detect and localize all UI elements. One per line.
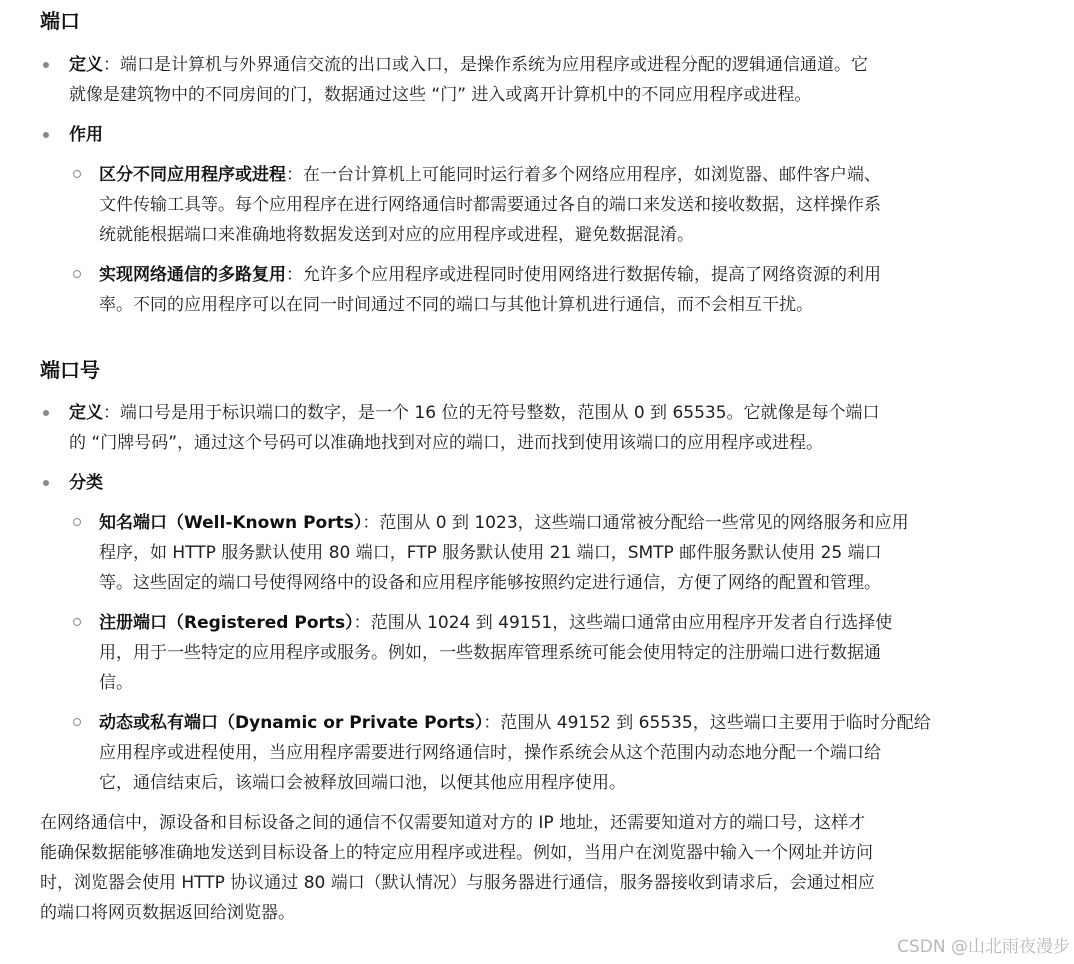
summary-line2: 能确保数据能够准确地发送到目标设备上的特定应用程序或进程。例如，当用户在浏览器中输入一个网址并访问 bbox=[40, 843, 873, 863]
sub2-text-line1: ：允许多个应用程序或进程同时使用网络进行数据传输，提高了网络资源的利用 bbox=[286, 265, 881, 285]
list-item-well-known-ports bbox=[99, 508, 1029, 598]
bullet-dot bbox=[43, 132, 49, 138]
sub1-text-line3: 统就能根据端口来准确地将数据发送到对应的应用程序或进程，避免数据混淆。 bbox=[99, 225, 694, 245]
label-definition: 定义 bbox=[69, 403, 103, 423]
watermark: CSDN @山北雨夜漫步 bbox=[897, 937, 1070, 957]
list-item-multiplexing bbox=[99, 260, 1029, 320]
label-definition: 定义 bbox=[69, 55, 103, 75]
bullet-circle bbox=[73, 170, 81, 178]
sub1-text-line2: 文件传输工具等。每个应用程序在进行网络通信时都需要通过各自的端口来发送和接收数据，这样操作系 bbox=[99, 195, 881, 215]
sub1-text-line1: ：在一台计算机上可能同时运行着多个网络应用程序，如浏览器、邮件客户端、 bbox=[286, 165, 881, 185]
cat3-line1: ：范围从 49152 到 65535，这些端口主要用于临时分配给 bbox=[483, 713, 931, 733]
cat1-line3: 等。这些固定的端口号使得网络中的设备和应用程序能够按照约定进行通信，方便了网络的配置和管理。 bbox=[99, 573, 881, 593]
portno-def-line1: ：端口号是用于标识端口的数字，是一个 16 位的无符号整数，范围从 0 到 65535。它就像是每个端口 bbox=[103, 403, 880, 423]
sub2-text-line2: 率。不同的应用程序可以在同一时间通过不同的端口与其他计算机进行通信，而不会相互干扰。 bbox=[99, 295, 813, 315]
bullet-dot bbox=[43, 410, 49, 416]
label-distinguish: 区分不同应用程序或进程 bbox=[99, 165, 286, 185]
section-title-port-number: 端口号 bbox=[40, 358, 100, 382]
definition-text-line2: 就像是建筑物中的不同房间的门，数据通过这些 “门” 进入或离开计算机中的不同应用程序或进程。 bbox=[69, 85, 812, 105]
list-item-registered-ports bbox=[99, 608, 1029, 698]
bullet-circle bbox=[73, 270, 81, 278]
bullet-circle bbox=[73, 618, 81, 626]
list-item-distinguish-apps bbox=[99, 160, 1029, 250]
bullet-dot bbox=[43, 480, 49, 486]
list-item-port-function bbox=[69, 120, 103, 150]
section-title-port: 端口 bbox=[40, 9, 80, 33]
summary-paragraph bbox=[40, 808, 1025, 928]
cat1-line2: 程序，如 HTTP 服务默认使用 80 端口，FTP 服务默认使用 21 端口，SMTP 邮件服务默认使用 25 端口 bbox=[99, 543, 882, 563]
list-item-portno-category bbox=[69, 468, 103, 498]
summary-line4: 的端口将网页数据返回给浏览器。 bbox=[40, 903, 295, 923]
list-item-dynamic-ports bbox=[99, 708, 1029, 798]
cat1-line1: ：范围从 0 到 1023，这些端口通常被分配给一些常见的网络服务和应用 bbox=[362, 513, 909, 533]
cat3-line3: 它，通信结束后，该端口会被释放回端口池，以便其他应用程序使用。 bbox=[99, 773, 626, 793]
list-item-port-definition bbox=[69, 50, 1029, 110]
bullet-circle bbox=[73, 718, 81, 726]
bullet-circle bbox=[73, 518, 81, 526]
summary-line1: 在网络通信中，源设备和目标设备之间的通信不仅需要知道对方的 IP 地址，还需要知道对方的端口号，这样才 bbox=[40, 813, 866, 833]
label-registered: 注册端口（Registered Ports） bbox=[99, 613, 354, 633]
label-multiplexing: 实现网络通信的多路复用 bbox=[99, 265, 286, 285]
cat2-line3: 信。 bbox=[99, 673, 133, 693]
summary-line3: 时，浏览器会使用 HTTP 协议通过 80 端口（默认情况）与服务器进行通信，服务器接收到请求后，会通过相应 bbox=[40, 873, 875, 893]
cat2-line2: 用，用于一些特定的应用程序或服务。例如，一些数据库管理系统可能会使用特定的注册端口进行数据通 bbox=[99, 643, 881, 663]
label-category: 分类 bbox=[69, 473, 103, 493]
list-item-portno-definition bbox=[69, 398, 1029, 458]
cat2-line1: ：范围从 1024 到 49151，这些端口通常由应用程序开发者自行选择使 bbox=[353, 613, 893, 633]
bullet-dot bbox=[43, 62, 49, 68]
cat3-line2: 应用程序或进程使用，当应用程序需要进行网络通信时，操作系统会从这个范围内动态地分配一个端口给 bbox=[99, 743, 881, 763]
label-dynamic: 动态或私有端口（Dynamic or Private Ports） bbox=[99, 713, 484, 733]
label-well-known: 知名端口（Well-Known Ports） bbox=[99, 513, 363, 533]
label-function: 作用 bbox=[69, 125, 103, 145]
portno-def-line2: 的 “门牌号码”，通过这个号码可以准确地找到对应的端口，进而找到使用该端口的应用程序或进程。 bbox=[69, 433, 824, 453]
definition-text-line1: ：端口是计算机与外界通信交流的出口或入口，是操作系统为应用程序或进程分配的逻辑通信通道。它 bbox=[103, 55, 868, 75]
